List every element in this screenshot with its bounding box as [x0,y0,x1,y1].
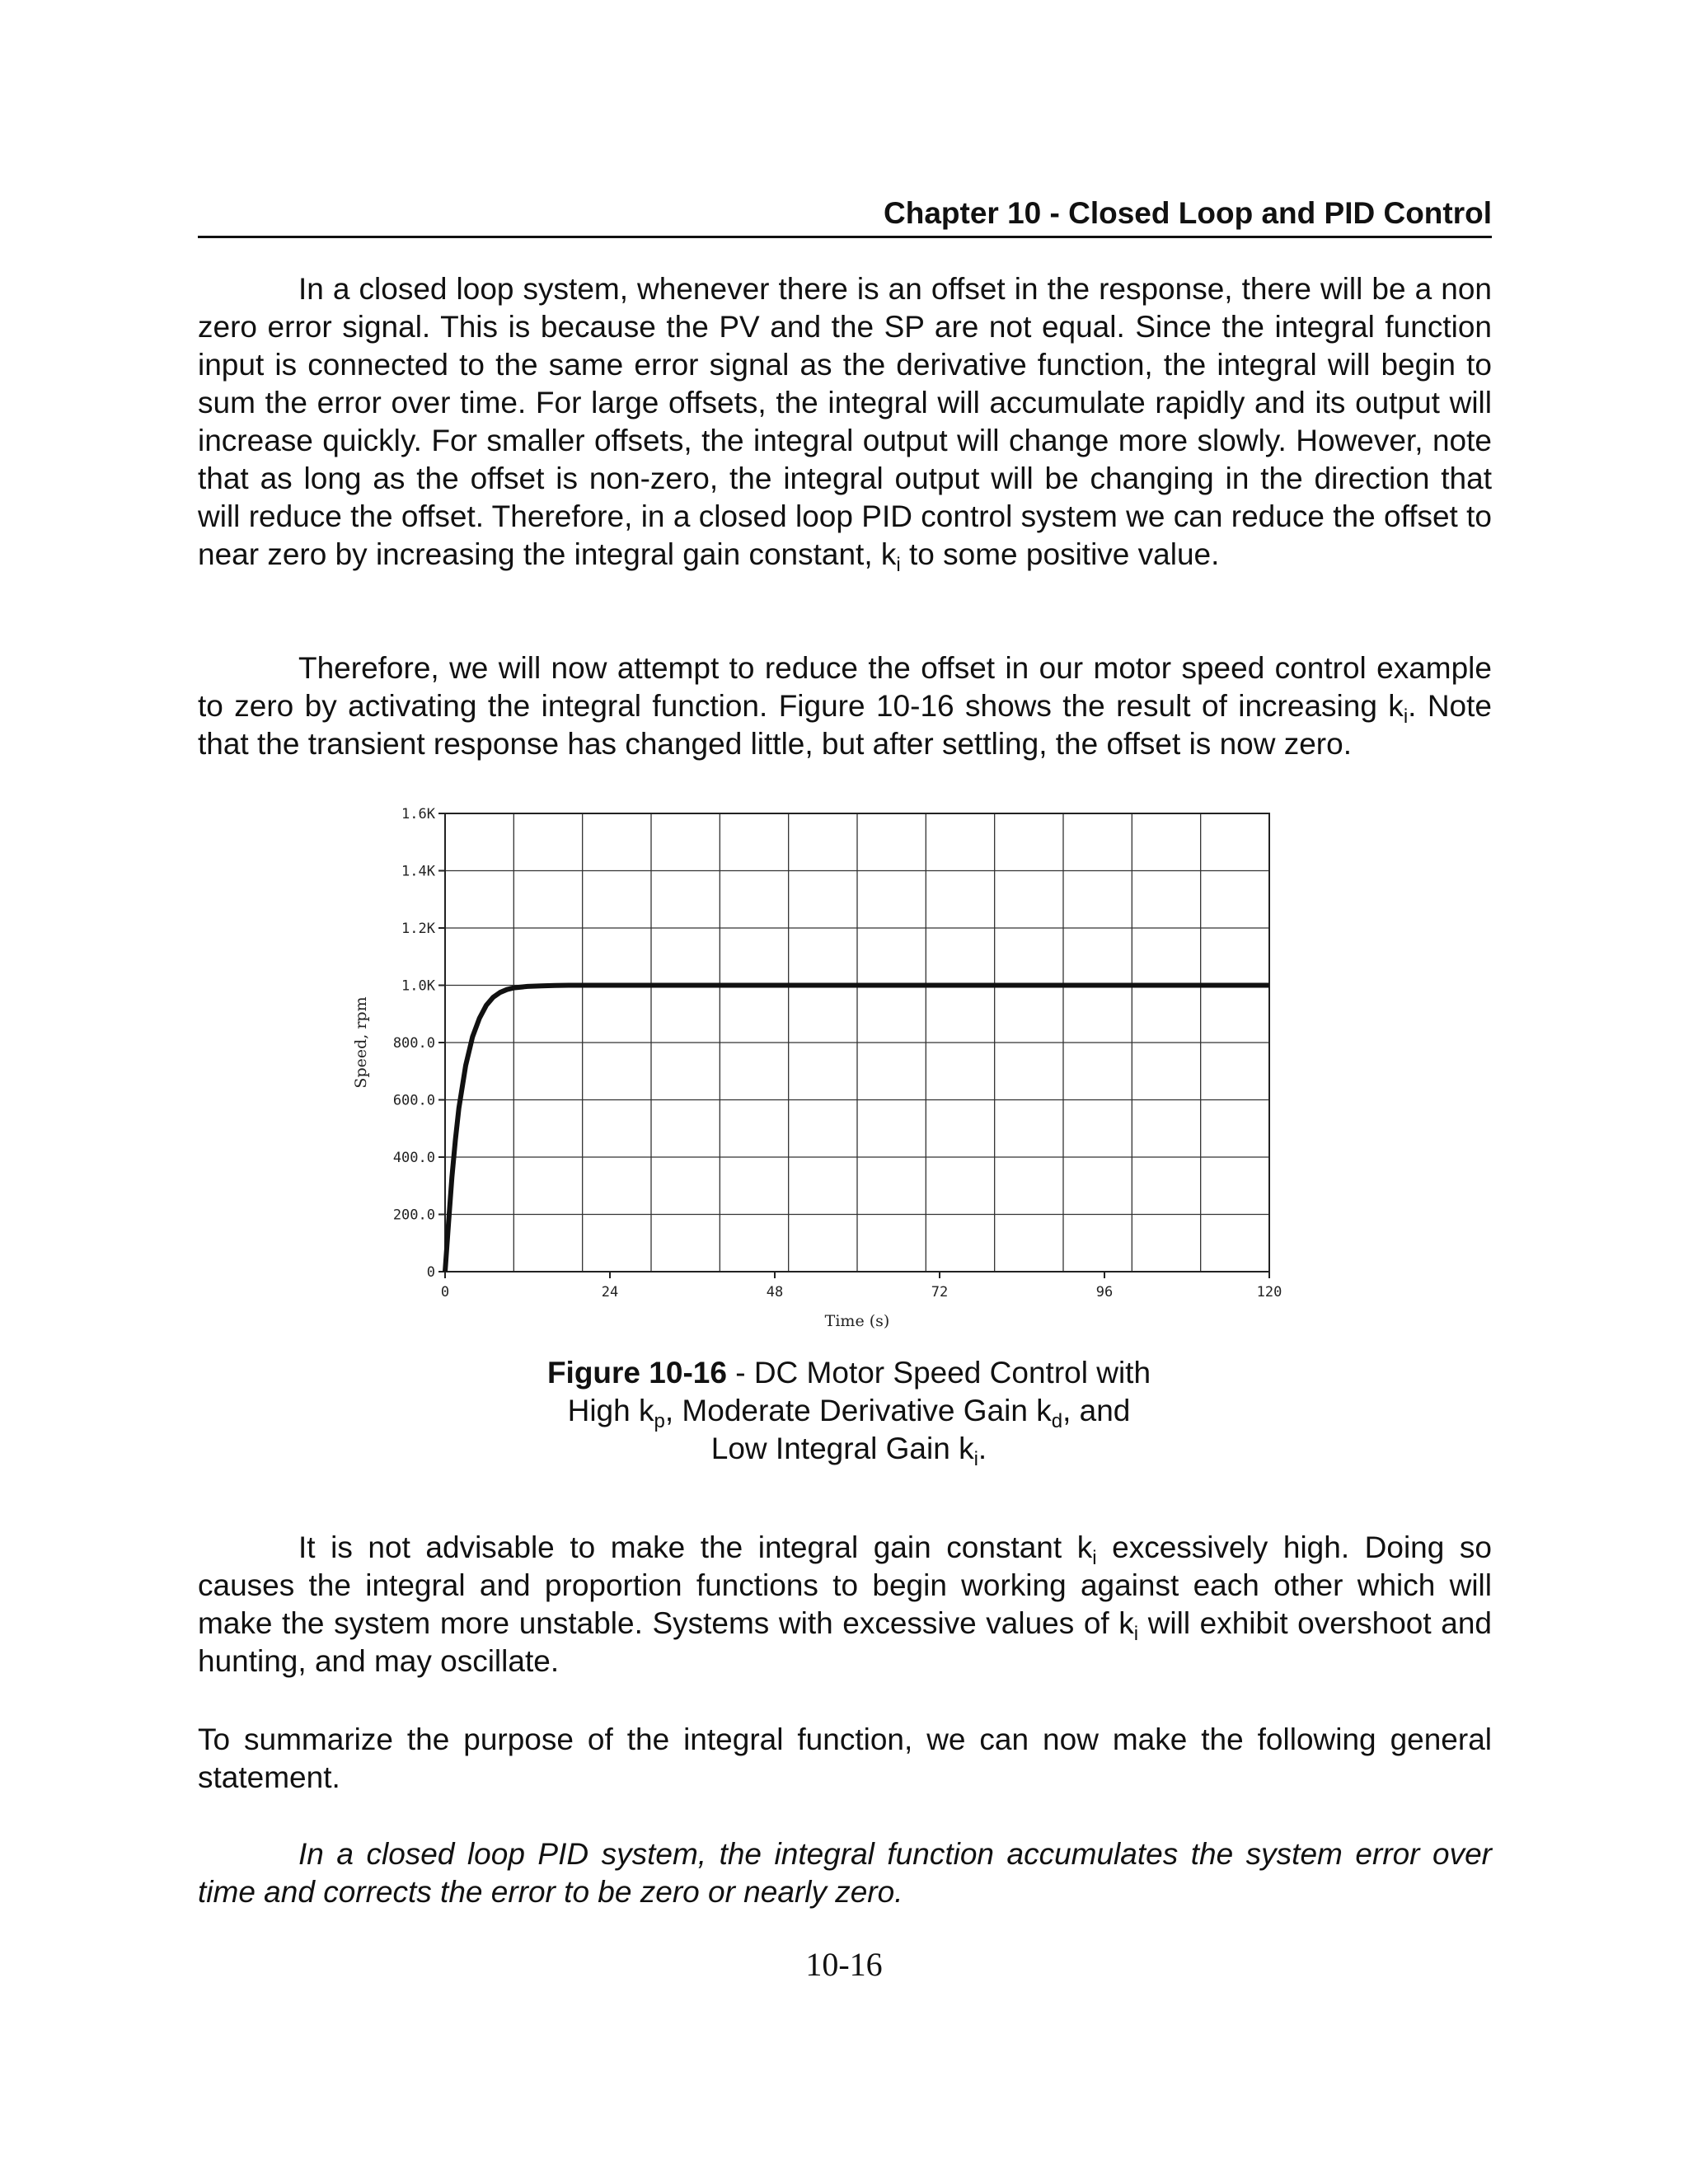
y-tick-label: 1.6K [401,806,435,823]
x-tick-label: 120 [1256,1284,1282,1301]
p3-text-a: It is not advisable to make the integral gain constant k [298,1530,1093,1564]
paragraph-excessive-gain [198,1529,1492,1680]
p1-text: In a closed loop system, whenever there is an offset in the response, there will be a non zero error signal. This is because the PV and the SP are not equal. Since the integral function input is connected to the same error signal as the derivative function, the integral will begin to sum the error over time. For large offsets, the integral will accumulate rapidly and its output will increase quickly. For smaller offsets, the integral output will change more slowly. However, note that as long as the offset is non-zero, the integral output will be changing in the direction that will reduce the offset. Therefore, in a closed loop PID control system we can reduce the offset to near zero by increasing the integral gain constant, k [198,272,1492,571]
y-tick-label: 1.0K [401,977,435,995]
caption-line-2-c: , and [1062,1394,1131,1427]
speed-response-chart [346,804,1311,1360]
caption-line-2-a: High k [567,1394,654,1427]
chart-axes [438,813,1269,1278]
x-axis-label: Time (s) [824,1312,890,1330]
caption-sub-d: d [1051,1410,1063,1432]
caption-line-2-b: , Moderate Derivative Gain k [664,1394,1052,1427]
x-tick-label: 24 [601,1284,619,1301]
caption-line-2 [445,1392,1253,1430]
p1-tail: to some positive value. [900,537,1220,571]
y-tick-label: 0 [426,1264,435,1281]
paragraph-integral-intro [198,270,1492,574]
chapter-header: Chapter 10 - Closed Loop and PID Control [198,196,1492,238]
p3-subscript-2: i [1133,1623,1139,1645]
y-tick-label: 600.0 [392,1092,435,1109]
paragraph-summary-intro: To summarize the purpose of the integral function, we can now make the following general statement. [198,1722,1492,1794]
chart-grid [445,813,1269,1272]
p2-subscript: i [1403,705,1409,728]
p1-subscript: i [896,554,901,576]
paragraph-summary-statement: In a closed loop PID system, the integral function accumulates the system error over time and corrects the error to be zero or nearly zero. [198,1837,1492,1909]
p2-text-b: . Note that the transient response has changed little, but after settling, the offset is now zero. [198,689,1492,761]
caption-line-1-text: - DC Motor Speed Control with [726,1356,1151,1390]
paragraph-figure-reference [198,649,1492,763]
y-tick-label: 1.4K [401,863,435,880]
caption-line-3-b: . [978,1432,987,1465]
page-number: 10-16 [805,1946,883,1983]
caption-figure-label: Figure 10-16 [546,1356,727,1390]
y-axis-label: Speed, rpm [352,996,370,1089]
x-tick-label: 0 [440,1284,450,1301]
caption-line-1 [445,1354,1253,1392]
y-tick-label: 400.0 [392,1150,435,1166]
y-tick-labels [393,806,436,1281]
p3-text-b: excessively high. Doing so causes the integral and proportion functions to begin working against each other which will make the system more unstable. Systems with excessive values of k [198,1530,1492,1640]
caption-sub-i: i [973,1448,978,1470]
p3-text-c: will exhibit overshoot and hunting, and may oscillate. [198,1606,1492,1678]
figure-caption [445,1354,1253,1468]
x-tick-label: 96 [1095,1284,1114,1301]
caption-line-3-a: Low Integral Gain k [710,1432,974,1465]
x-tick-label: 48 [766,1284,784,1301]
x-tick-label: 72 [931,1284,949,1301]
p3-subscript-1: i [1092,1547,1097,1569]
x-tick-labels [441,1284,1282,1301]
caption-sub-p: p [654,1410,665,1432]
caption-line-3 [445,1430,1253,1468]
y-tick-label: 800.0 [392,1035,435,1052]
p2-text-a: Therefore, we will now attempt to reduce the offset in our motor speed control example to zero by activating the integral function. Figure 10-16 shows the result of increasing k [198,651,1492,723]
y-tick-label: 1.2K [401,921,435,937]
y-tick-label: 200.0 [392,1207,435,1224]
